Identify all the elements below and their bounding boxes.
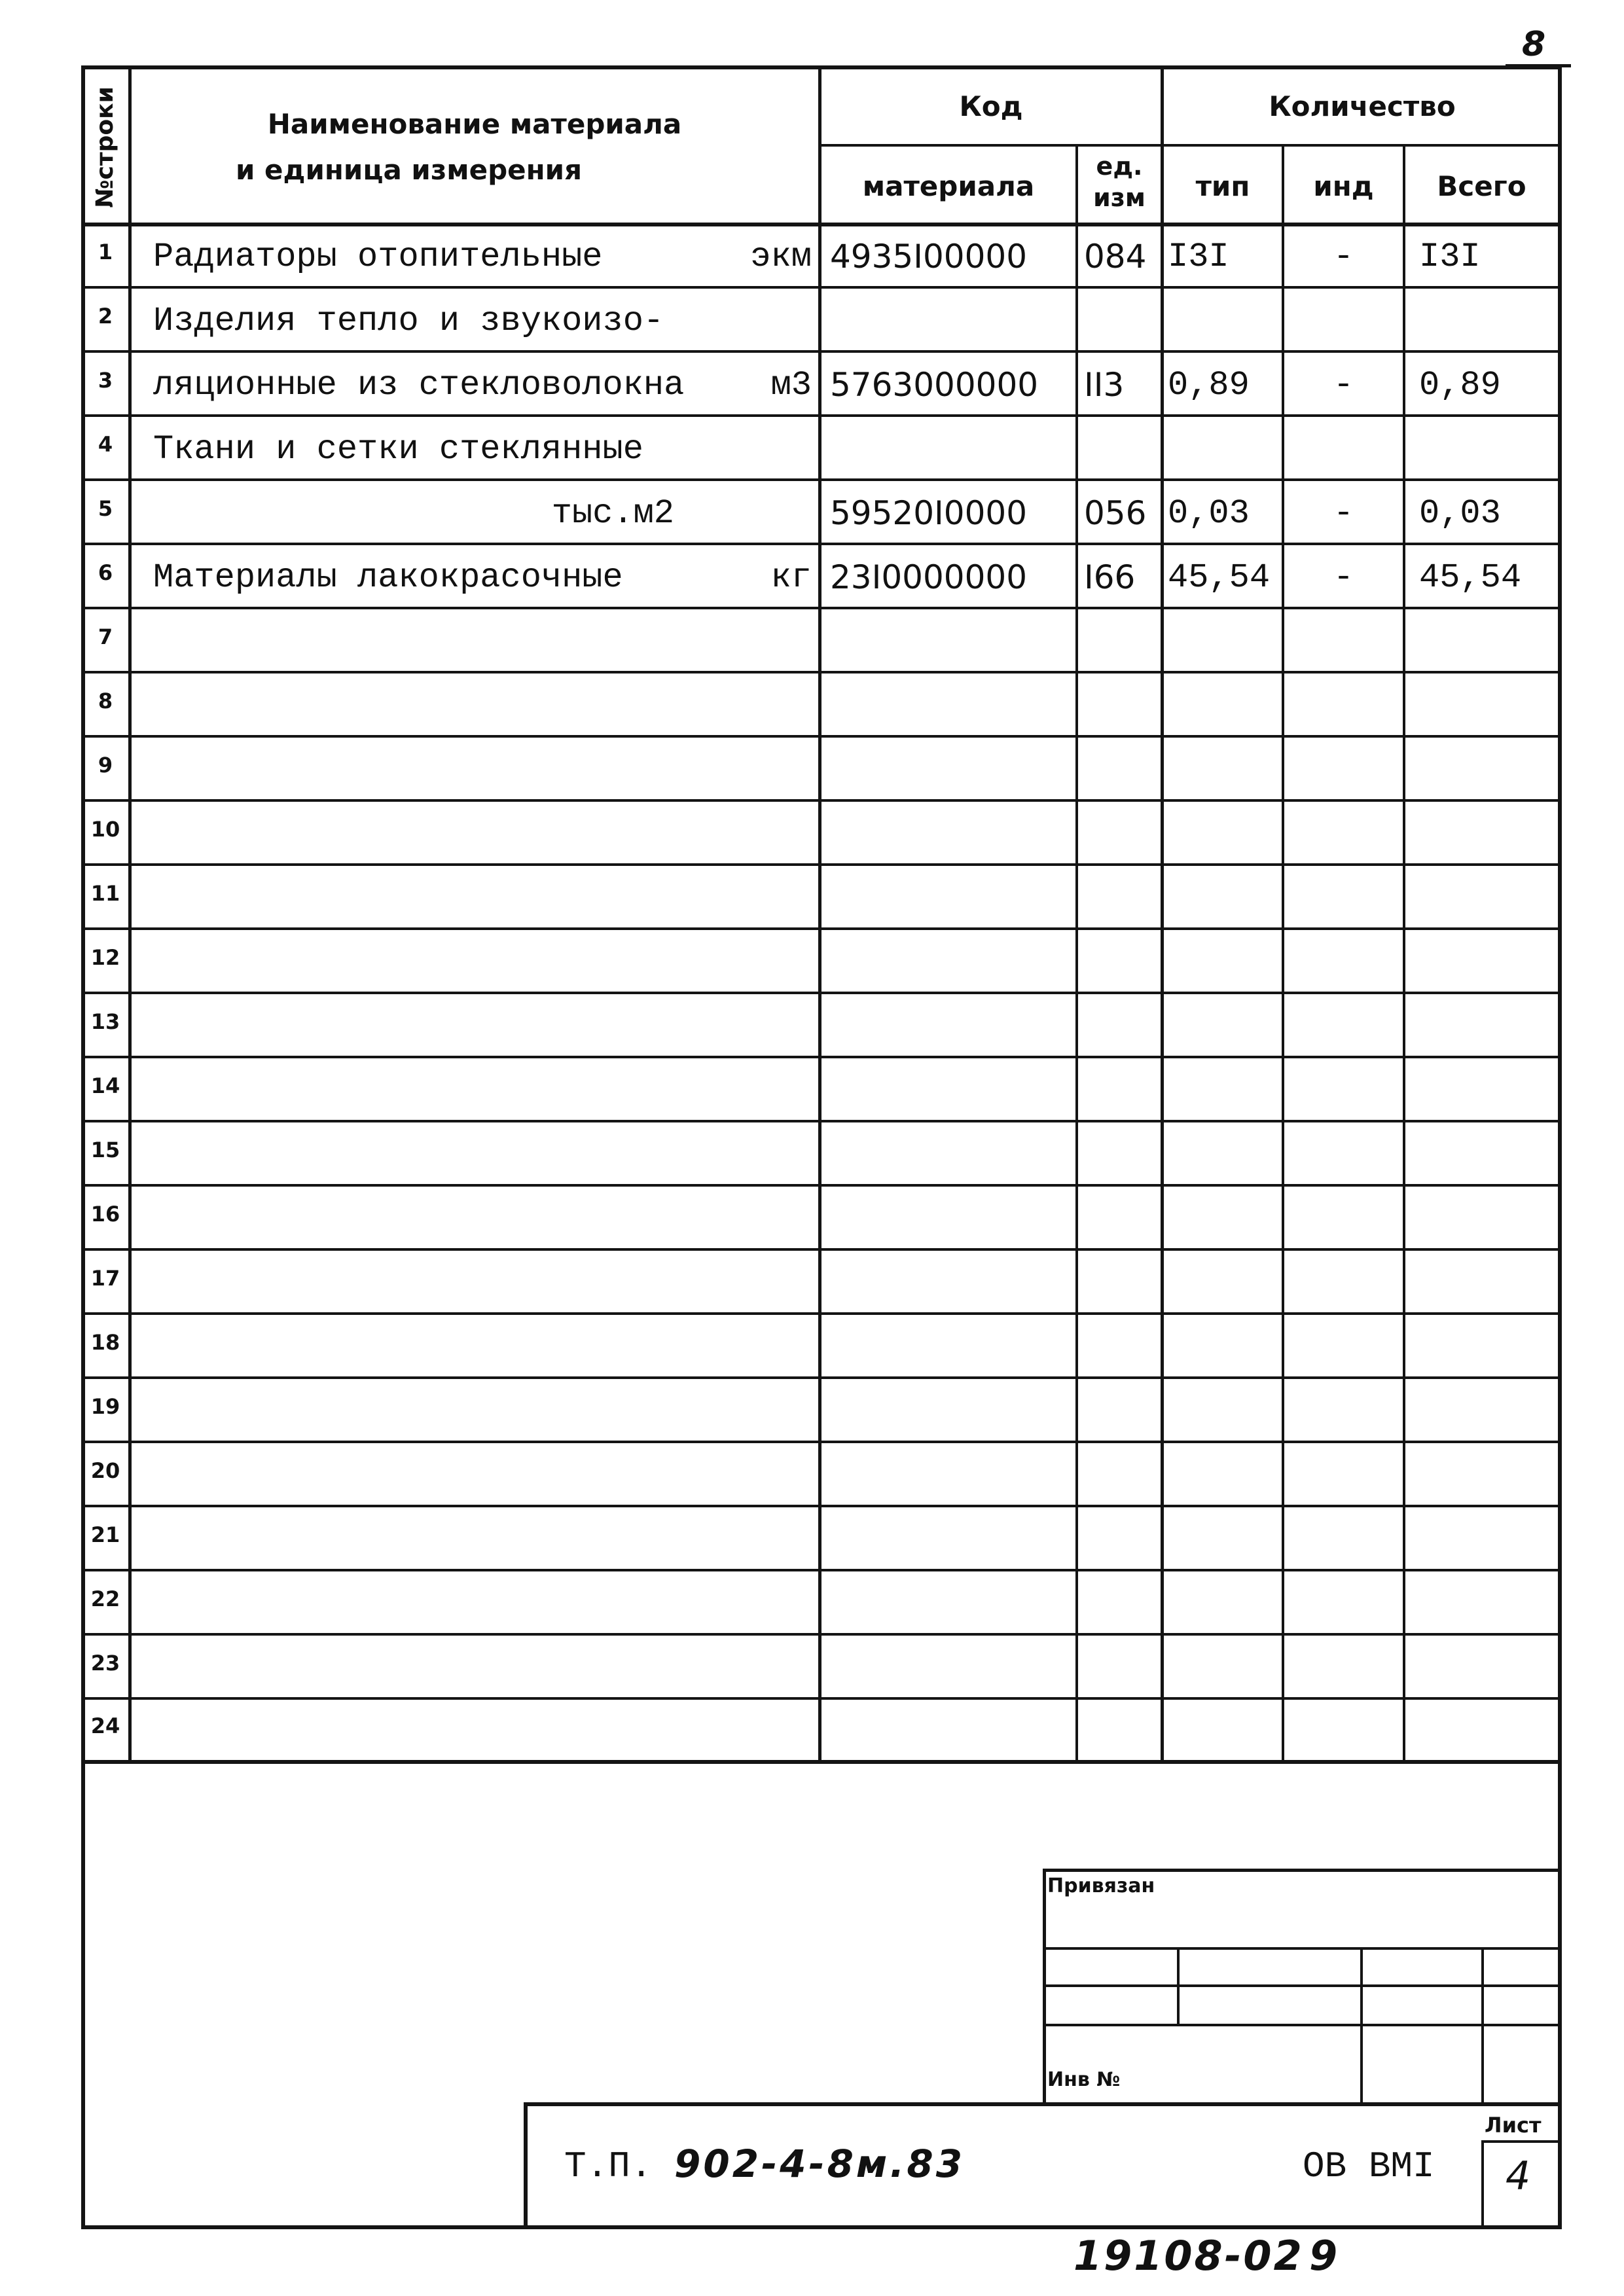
- ind-quantity: -: [1333, 493, 1354, 533]
- type-quantity: 45,54: [1168, 558, 1271, 597]
- inventory-label: Инв №: [1047, 2068, 1121, 2091]
- sheet-box-frame: [1481, 2140, 1484, 2225]
- material-unit: м3: [770, 365, 812, 404]
- total-quantity: I3I: [1419, 237, 1481, 276]
- quantity-header: Количество: [1269, 90, 1456, 122]
- row-number: 19: [90, 1394, 120, 1419]
- unit-header-line1: ед.: [1096, 152, 1143, 181]
- row-number: 21: [90, 1522, 120, 1547]
- unit-code: 084: [1084, 238, 1147, 276]
- row-number: 14: [90, 1073, 120, 1098]
- row-number: 10: [90, 817, 120, 842]
- material-code: 23I0000000: [830, 558, 1028, 596]
- row-number: 11: [90, 881, 120, 906]
- name-header-line1: Наименование материала: [267, 108, 682, 140]
- doc-number: 902-4-8м.83: [674, 2142, 965, 2186]
- footer-number: 19108-02: [1074, 2232, 1304, 2280]
- ind-quantity: -: [1333, 365, 1354, 404]
- type-quantity: I3I: [1168, 237, 1229, 276]
- material-unit: экм: [750, 237, 812, 276]
- unit-code: I66: [1084, 558, 1136, 596]
- total-header: Всего: [1437, 170, 1526, 202]
- unit-code: 056: [1084, 494, 1147, 532]
- row-number: 23: [90, 1651, 120, 1676]
- material-unit: кг: [770, 558, 812, 597]
- row-number: 16: [90, 1202, 120, 1227]
- ind-header: инд: [1313, 170, 1374, 202]
- type-quantity: 0,89: [1168, 365, 1250, 404]
- total-quantity: 45,54: [1419, 558, 1522, 597]
- row-number: 24: [90, 1713, 120, 1738]
- row-number: 8: [98, 689, 113, 713]
- unit-header-line2: изм: [1093, 183, 1146, 212]
- ind-quantity: -: [1333, 558, 1354, 597]
- row-number: 5: [98, 496, 113, 521]
- doc-mark: ОВ ВМI: [1303, 2145, 1435, 2187]
- material-code: 5763000000: [830, 366, 1039, 404]
- row-number: 9: [98, 753, 113, 778]
- material-code: 59520I0000: [830, 494, 1028, 532]
- row-number-header: №строки: [92, 86, 118, 208]
- sheet-label: Лист: [1485, 2113, 1542, 2138]
- bound-label: Привязан: [1047, 1874, 1155, 1897]
- row-number: 18: [90, 1330, 120, 1355]
- doc-prefix: Т.П.: [564, 2145, 653, 2187]
- type-header: тип: [1195, 170, 1250, 202]
- type-quantity: 0,03: [1168, 493, 1250, 533]
- code-header: Код: [959, 90, 1023, 122]
- row-number: 17: [90, 1266, 120, 1291]
- top-page-number: 8: [1522, 25, 1546, 64]
- total-quantity: 0,03: [1419, 493, 1501, 533]
- row-number: 4: [98, 432, 113, 457]
- row-number: 6: [98, 560, 113, 585]
- material-name: Ткани и сетки стеклянные: [153, 429, 643, 469]
- row-number: 15: [90, 1138, 120, 1162]
- material-unit: тыс.м2: [551, 493, 674, 533]
- unit-code: II3: [1084, 366, 1125, 404]
- row-number: 22: [90, 1587, 120, 1611]
- name-header-line2: и единица измерения: [236, 154, 583, 186]
- row-number: 13: [90, 1009, 120, 1034]
- row-number: 12: [90, 945, 120, 970]
- sheet-number: 4: [1506, 2153, 1531, 2199]
- row-number: 2: [98, 304, 113, 329]
- material-code: 4935I00000: [830, 238, 1028, 276]
- total-quantity: 0,89: [1419, 365, 1501, 404]
- row-number: 20: [90, 1458, 120, 1483]
- row-number: 1: [98, 240, 113, 264]
- ind-quantity: -: [1333, 237, 1354, 276]
- material-name: Материалы лакокрасочные: [153, 558, 623, 597]
- material-code-header: материала: [862, 170, 1035, 202]
- footer-page-number: 9: [1309, 2232, 1338, 2280]
- row-number: 7: [98, 624, 113, 649]
- material-name: Радиаторы отопительные: [153, 237, 603, 276]
- row-number: 3: [98, 368, 113, 393]
- material-name: ляционные из стекловолокна: [153, 365, 685, 404]
- material-name: Изделия тепло и звукоизо-: [153, 301, 664, 340]
